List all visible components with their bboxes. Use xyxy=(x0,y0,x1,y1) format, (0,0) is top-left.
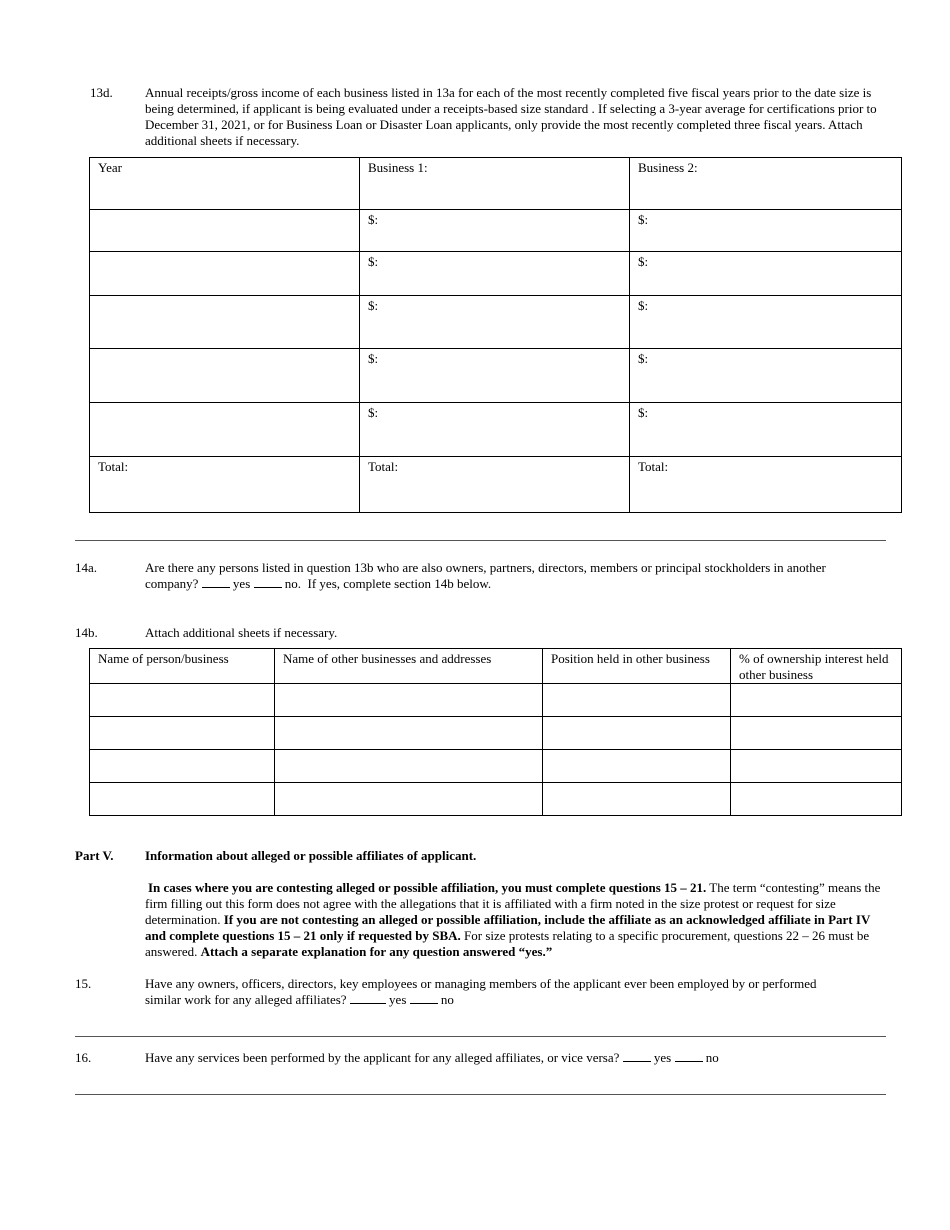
business-2-amount-cell[interactable]: $: xyxy=(630,296,902,349)
year-cell[interactable] xyxy=(90,296,360,349)
table-row xyxy=(90,684,902,717)
table-cell[interactable] xyxy=(275,750,543,783)
business-2-amount-cell[interactable]: $: xyxy=(630,252,902,296)
yes-answer-blank[interactable] xyxy=(202,576,230,588)
table-cell[interactable] xyxy=(731,750,902,783)
part-label: Part V. xyxy=(75,848,114,863)
business-1-amount-cell[interactable]: $: xyxy=(360,349,630,403)
question-text-line-1: Are there any persons listed in question 13b who are also owners, partners, directors, members or principal stockholders in another xyxy=(145,560,826,575)
table-cell[interactable] xyxy=(90,684,275,717)
divider xyxy=(75,1094,886,1095)
business-1-amount-cell[interactable]: $: xyxy=(360,210,630,252)
question-number: 16. xyxy=(75,1050,92,1065)
table-cell[interactable] xyxy=(731,717,902,750)
question-text: Attach additional sheets if necessary. xyxy=(145,625,338,640)
question-number: 15. xyxy=(75,976,92,991)
business-2-header: Business 2: xyxy=(630,158,902,210)
table-row xyxy=(90,783,902,816)
table-cell[interactable] xyxy=(543,750,731,783)
table-row xyxy=(90,750,902,783)
question-number: 13d. xyxy=(90,85,113,100)
yes-answer-blank[interactable] xyxy=(350,992,386,1004)
table-cell[interactable] xyxy=(543,684,731,717)
business-1-amount-cell[interactable]: $: xyxy=(360,403,630,457)
business-1-amount-cell[interactable]: $: xyxy=(360,296,630,349)
table-cell[interactable] xyxy=(731,684,902,717)
year-header: Year xyxy=(90,158,360,210)
table-cell[interactable] xyxy=(275,783,543,816)
position-header: Position held in other business xyxy=(543,649,731,684)
business-1-amount-cell[interactable]: $: xyxy=(360,252,630,296)
total-cell[interactable]: Total: xyxy=(90,457,360,513)
affiliations-table xyxy=(89,648,902,816)
person-business-header: Name of person/business xyxy=(90,649,275,684)
receipts-table xyxy=(89,157,902,513)
question-text-line-2: similar work for any alleged affiliates? yes no xyxy=(145,992,454,1007)
business-2-total-cell[interactable]: Total: xyxy=(630,457,902,513)
table-cell[interactable] xyxy=(90,717,275,750)
question-text: Have any services been performed by the applicant for any alleged affiliates, or vice versa? xyxy=(145,1050,620,1065)
table-cell[interactable] xyxy=(543,717,731,750)
table-cell[interactable] xyxy=(731,783,902,816)
no-answer-blank[interactable] xyxy=(254,576,282,588)
year-cell[interactable] xyxy=(90,210,360,252)
business-1-header: Business 1: xyxy=(360,158,630,210)
table-cell[interactable] xyxy=(275,684,543,717)
no-answer-blank[interactable] xyxy=(675,1050,703,1062)
divider xyxy=(75,540,886,541)
other-businesses-header: Name of other businesses and addresses xyxy=(275,649,543,684)
table-cell[interactable] xyxy=(275,717,543,750)
business-2-amount-cell[interactable]: $: xyxy=(630,210,902,252)
year-cell[interactable] xyxy=(90,349,360,403)
table-cell[interactable] xyxy=(543,783,731,816)
yes-answer-blank[interactable] xyxy=(623,1050,651,1062)
divider xyxy=(75,1036,886,1037)
business-2-amount-cell[interactable]: $: xyxy=(630,403,902,457)
table-cell[interactable] xyxy=(90,783,275,816)
year-cell[interactable] xyxy=(90,252,360,296)
ownership-header: % of ownership interest held other business xyxy=(731,649,902,684)
table-cell[interactable] xyxy=(90,750,275,783)
question-text-line-2: company? yes no. If yes, complete section 14b below. xyxy=(145,576,492,591)
table-row xyxy=(90,717,902,750)
part-title: Information about alleged or possible affiliates of applicant. xyxy=(145,848,477,863)
no-answer-blank[interactable] xyxy=(410,992,438,1004)
question-number: 14a. xyxy=(75,560,98,575)
part-v-instructions: In cases where you are contesting alleged or possible affiliation, you must complete questions 15 – 21. The term “contesting” means the firm filling out this form does not agree with the allegations that it is affiliated with a firm noted in the size protest or request for size determination. If you are not contesting an alleged or possible affiliation, include the affiliate as an acknowledged affiliate in Part IV and complete questions 15 – 21 only if requested by SBA. For size protests relating to a specific procurement, questions 22 – 26 must be answered. Attach a separate explanation for any question answered “yes.” xyxy=(145,880,881,959)
business-1-total-cell[interactable]: Total: xyxy=(360,457,630,513)
question-text: Annual receipts/gross income of each business listed in 13a for each of the most recently completed five fiscal years prior to the date size is being determined, if applicant is being evaluated under a receipts-based size standard . If selecting a 3-year average for certifications prior to December 31, 2021, or for Business Loan or Disaster Loan applicants, only provide the most recently completed three fiscal years. Attach additional sheets if necessary. xyxy=(145,85,877,148)
question-number: 14b. xyxy=(75,625,98,640)
year-cell[interactable] xyxy=(90,403,360,457)
business-2-amount-cell[interactable]: $: xyxy=(630,349,902,403)
question-text-line-1: Have any owners, officers, directors, key employees or managing members of the applicant ever been employed by or performed xyxy=(145,976,817,991)
